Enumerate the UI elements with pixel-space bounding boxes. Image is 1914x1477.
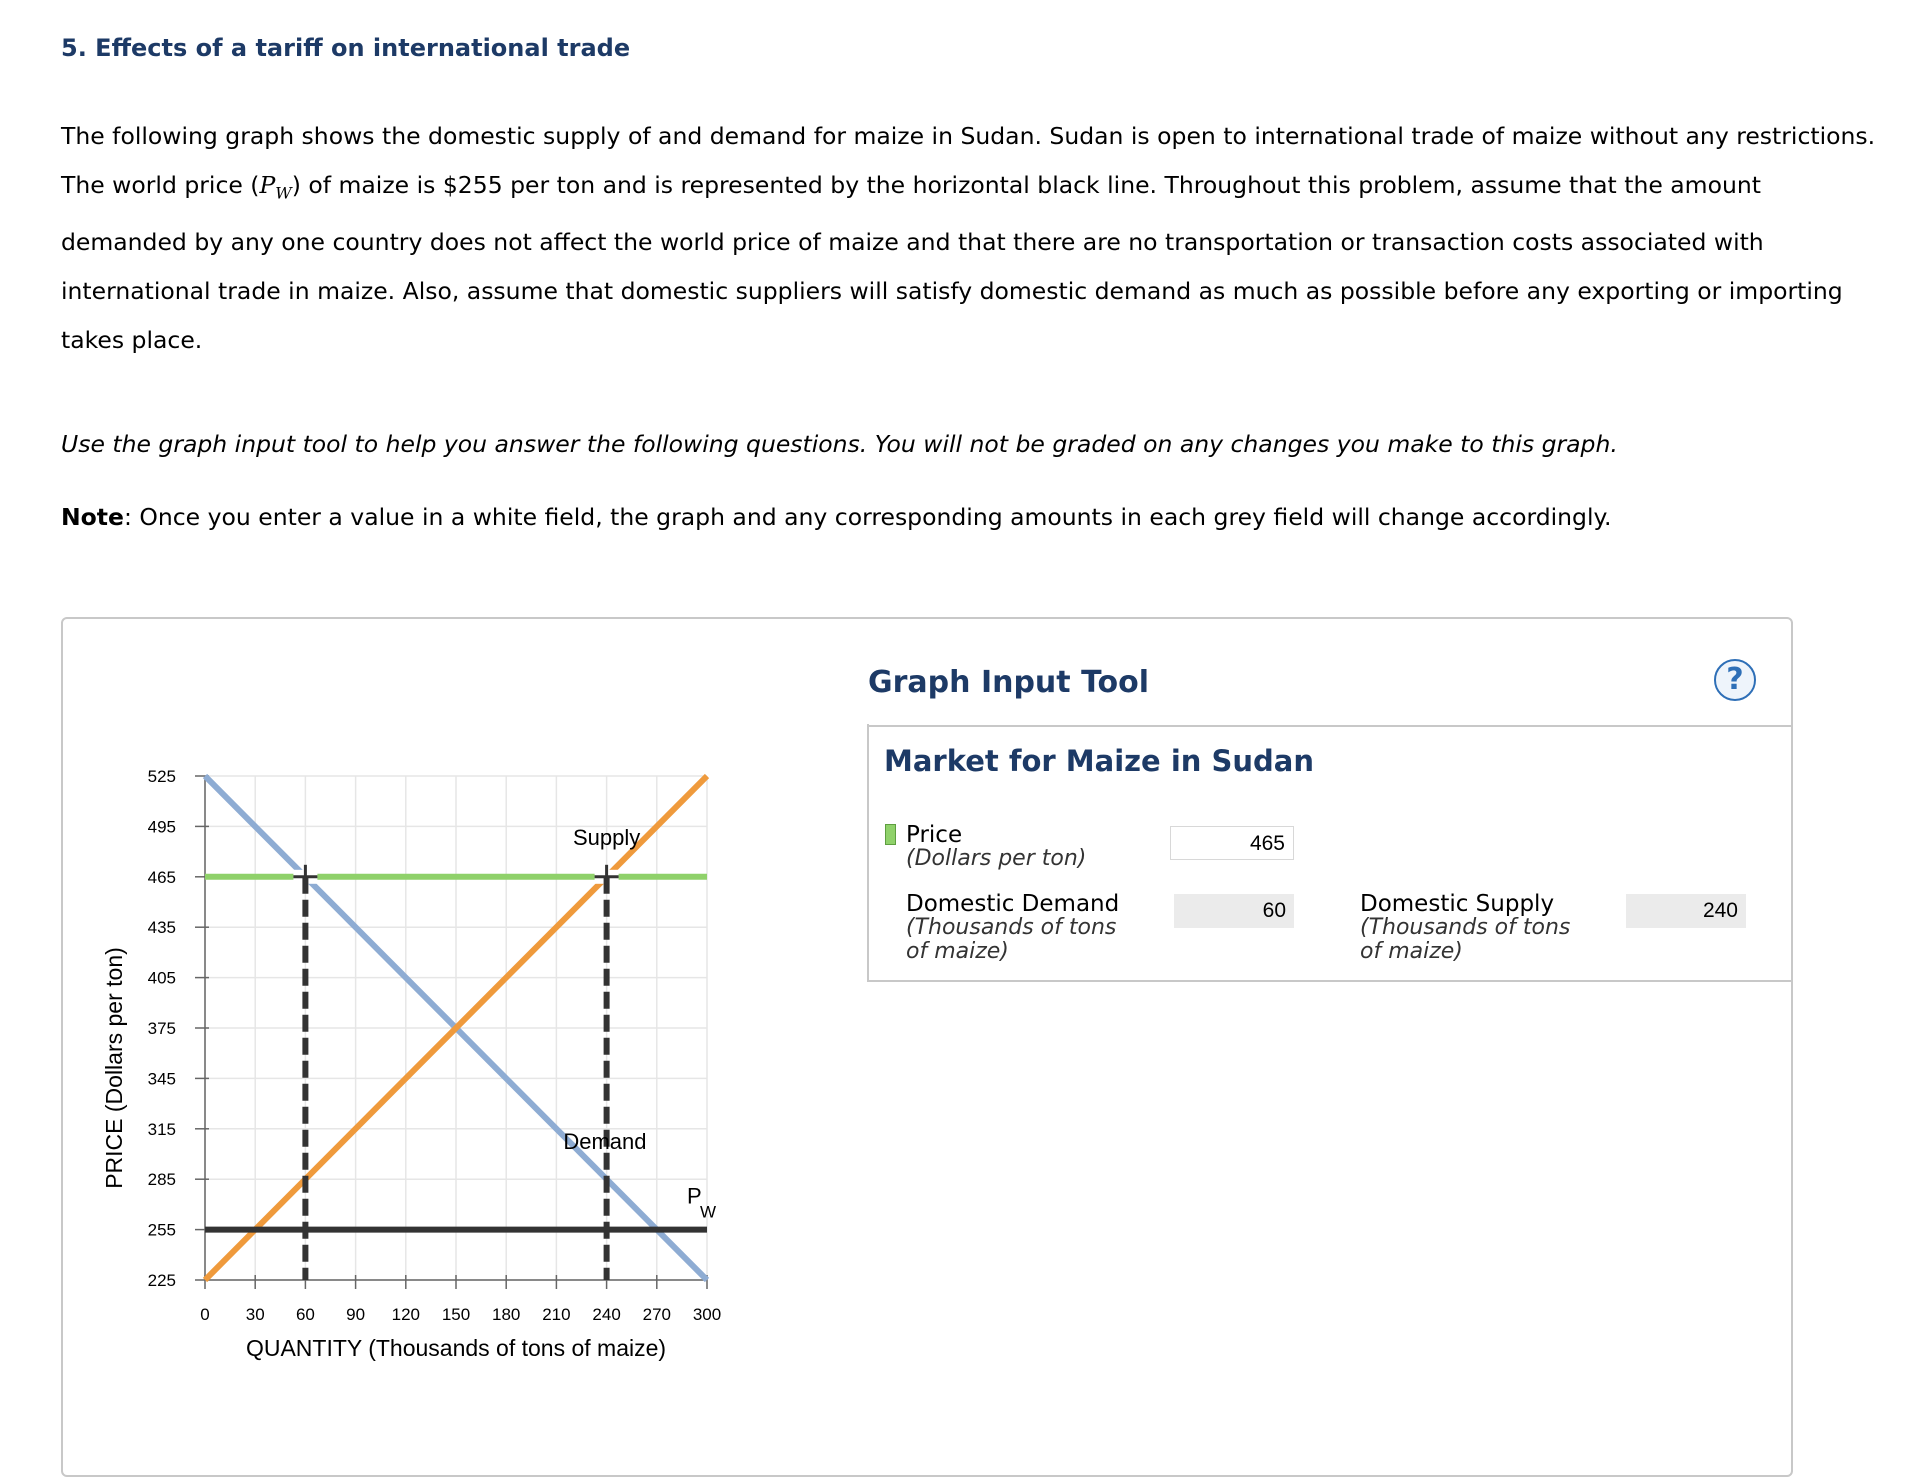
y-tick-label: 315 xyxy=(147,1119,176,1139)
price-label: Price xyxy=(906,822,963,848)
demand-label: Demand xyxy=(563,1128,647,1154)
x-tick-label: 120 xyxy=(391,1305,420,1324)
y-tick-label: 285 xyxy=(147,1170,176,1190)
domestic-demand-label: Domestic Demand xyxy=(906,891,1120,917)
x-tick-label: 150 xyxy=(441,1305,471,1324)
x-tick-label: 180 xyxy=(492,1305,521,1324)
x-tick-label: 210 xyxy=(542,1305,571,1324)
world-price-label: P xyxy=(687,1183,702,1209)
domestic-supply-value: 240 xyxy=(1626,894,1746,928)
note-label: Note xyxy=(61,503,124,531)
question-title: 5. Effects of a tariff on international trade xyxy=(61,34,631,62)
market-title: Market for Maize in Sudan xyxy=(884,744,1315,778)
description-part-2: ) of maize is $255 per ton and is represented by the horizontal black line. Throughout this problem, assume that the amount demanded by any one country does not affect the world price of maize and that there are no transportation or transaction costs associated with international trade in maize. Also, assume that domestic suppliers will satisfy domestic demand as much as possible before any exporting or importing takes place. xyxy=(61,171,1843,354)
x-axis-title: QUANTITY (Thousands of tons of maize) xyxy=(245,1335,667,1361)
note-body: : Once you enter a value in a white field, the graph and any corresponding amounts in each grey field will change accordingly. xyxy=(123,503,1612,531)
y-tick-label: 375 xyxy=(147,1019,176,1038)
domestic-demand-value: 60 xyxy=(1174,894,1294,928)
supply-label: Supply xyxy=(572,824,641,850)
help-icon[interactable]: ? xyxy=(1714,659,1756,701)
domestic-supply-label: Domestic Supply xyxy=(1360,891,1555,917)
supply-unit-1: (Thousands of tons xyxy=(1360,915,1571,940)
price-input[interactable]: 465 xyxy=(1170,826,1294,860)
y-tick-label: 525 xyxy=(147,767,176,786)
y-tick-label: 465 xyxy=(147,867,176,887)
x-tick-label: 240 xyxy=(592,1305,621,1324)
world-price-symbol: $P_W$ xyxy=(259,171,292,203)
y-tick-label: 405 xyxy=(147,968,176,988)
y-tick-label: 225 xyxy=(147,1271,176,1290)
demand-unit-1: (Thousands of tons xyxy=(906,915,1117,940)
description-part-1: The following graph shows the domestic supply of and demand for maize in Sudan. Sudan is open to international trade of maize without any restrictions. The world price ( xyxy=(61,122,1876,199)
x-tick-label: 90 xyxy=(346,1305,366,1324)
tool-divider xyxy=(868,725,1792,727)
demand-unit-2: of maize) xyxy=(906,939,1009,964)
y-tick-label: 255 xyxy=(147,1220,176,1240)
supply-unit-2: of maize) xyxy=(1360,939,1463,964)
x-tick-label: 60 xyxy=(295,1305,315,1324)
price-label-group xyxy=(906,823,1086,871)
price-unit: (Dollars per ton) xyxy=(906,846,1087,871)
graph-input-tool-title: Graph Input Tool xyxy=(868,665,1150,700)
y-tick-label: 345 xyxy=(147,1069,176,1089)
x-tick-label: 30 xyxy=(245,1305,265,1324)
supply-label-group xyxy=(1360,892,1570,964)
x-tick-label: 0 xyxy=(200,1305,210,1324)
x-tick-label: 270 xyxy=(642,1305,671,1324)
world-price-label-sub: W xyxy=(700,1202,717,1222)
y-tick-label: 435 xyxy=(147,918,176,938)
instructions-text: Use the graph input tool to help you answer the following questions. You will not be graded on any changes you make to this graph. xyxy=(61,430,1618,458)
y-tick-label: 495 xyxy=(147,817,176,837)
x-tick-label: 300 xyxy=(692,1305,722,1324)
price-swatch-icon xyxy=(885,824,896,845)
demand-label-group xyxy=(906,892,1119,964)
y-axis-title: PRICE (Dollars per ton) xyxy=(101,947,127,1189)
